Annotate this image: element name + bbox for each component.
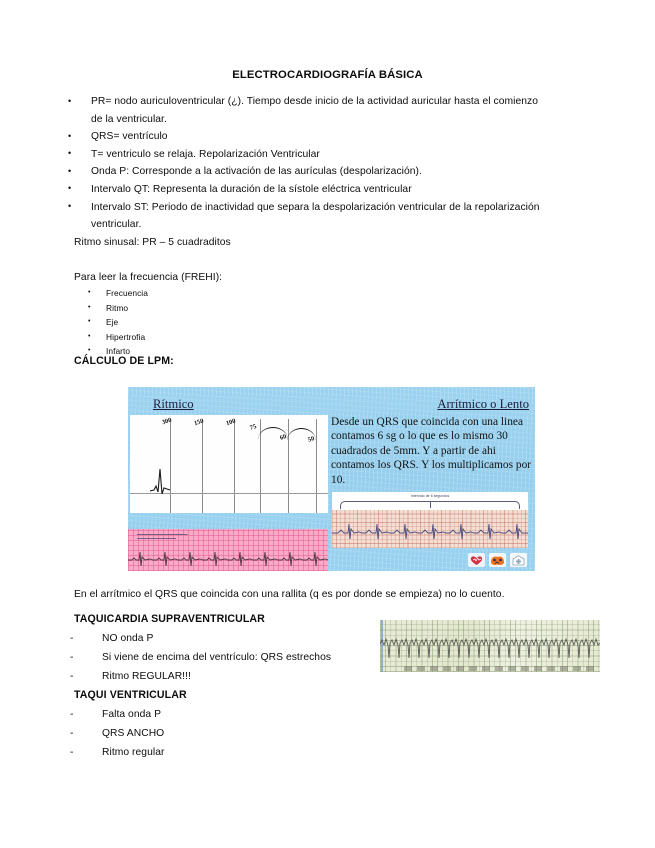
list-item: • QRS= ventrículo xyxy=(60,128,540,146)
list-item: • PR= nodo auriculoventricular (¿). Tiempo desde inicio de la actividad auricular hasta el comienzo de la ventricular. xyxy=(60,93,540,128)
list-item: • Onda P: Corresponde a la activación de las aurículas (despolarización). xyxy=(60,163,540,181)
list-item: - QRS ANCHO xyxy=(60,724,380,743)
list-item: • Infarto xyxy=(60,344,360,359)
list-item: - Ritmo regular xyxy=(60,743,380,762)
list-item: - Falta onda P xyxy=(60,705,380,724)
lpm-calculation-figure xyxy=(128,387,535,571)
frehi-list xyxy=(60,286,360,359)
paragraph-arritmico-note: En el arrítmico el QRS que coincida con una rallita (q es por donde se empieza) no lo cuento. xyxy=(74,589,505,600)
heart-icon xyxy=(468,553,485,567)
list-item: • Hipertrofia xyxy=(60,330,360,345)
list-item: • Eje xyxy=(60,315,360,330)
ecg-waveform-green xyxy=(380,630,600,664)
interval-caption: Intervalo de 6 segundos xyxy=(410,494,450,498)
taqui-supraventricular-ecg-strip xyxy=(380,620,600,672)
heading-calculo-lpm: CÁLCULO DE LPM: xyxy=(74,355,174,367)
pink-ecg-strip xyxy=(128,529,328,571)
heading-taqui-supraventricular: TAQUICARDIA SUPRAVENTRICULAR xyxy=(74,613,265,625)
ecg-waveform-interval xyxy=(332,516,528,542)
list-item: - Si viene de encima del ventrículo: QRS estrechos xyxy=(60,648,380,667)
six-second-interval-card xyxy=(332,492,528,548)
taqui-supraventricular-list xyxy=(60,629,380,686)
clipart-row xyxy=(468,553,527,567)
interval-midpoint-tick xyxy=(430,501,431,508)
list-item: - Ritmo REGULAR!!! xyxy=(60,667,380,686)
list-item: • T= ventriculo se relaja. Repolarización Ventricular xyxy=(60,146,540,164)
figure-right-title: Arrítmico o Lento xyxy=(437,397,529,411)
list-item: • Intervalo ST: Periodo de inactividad que separa la despolarización ventricular de la repolarización ventricular. xyxy=(60,199,540,234)
orange-shape-icon xyxy=(489,553,506,567)
taqui-ventricular-list xyxy=(60,705,380,762)
list-item: • Frecuencia xyxy=(60,286,360,301)
ecg-waveform-pink xyxy=(128,543,328,569)
hospital-icon xyxy=(510,553,527,567)
figure-right-text: Desde un QRS que coincida con una linea contamos 6 sg o lo que es lo mismo 30 cuadrados de 5mm. Y a partir de ahi contamos los QRS. Y los multiplicamos por 10. xyxy=(331,416,534,486)
figure-left-title: Rítmico xyxy=(153,397,194,411)
handwritten-note xyxy=(137,533,193,542)
list-item: • Intervalo QT: Representa la duración de la sístole eléctrica ventricular xyxy=(60,181,540,199)
heading-taqui-ventricular: TAQUI VENTRICULAR xyxy=(74,689,187,701)
list-item: - NO onda P xyxy=(60,629,380,648)
qrs-complex-drawing xyxy=(150,467,170,495)
page-title: ELECTROCARDIOGRAFÍA BÁSICA xyxy=(232,69,423,81)
paragraph-frehi-intro: Para leer la frecuencia (FREHI): xyxy=(74,272,223,283)
paragraph-ritmo-sinusal: Ritmo sinusal: PR – 5 cuadraditos xyxy=(74,237,231,248)
rhythmic-ruler-card: 300 150 100 75 60 50 xyxy=(130,415,328,513)
strip-footer-annotations xyxy=(404,666,596,671)
list-item: • Ritmo xyxy=(60,301,360,316)
intro-bullet-list xyxy=(60,93,540,234)
